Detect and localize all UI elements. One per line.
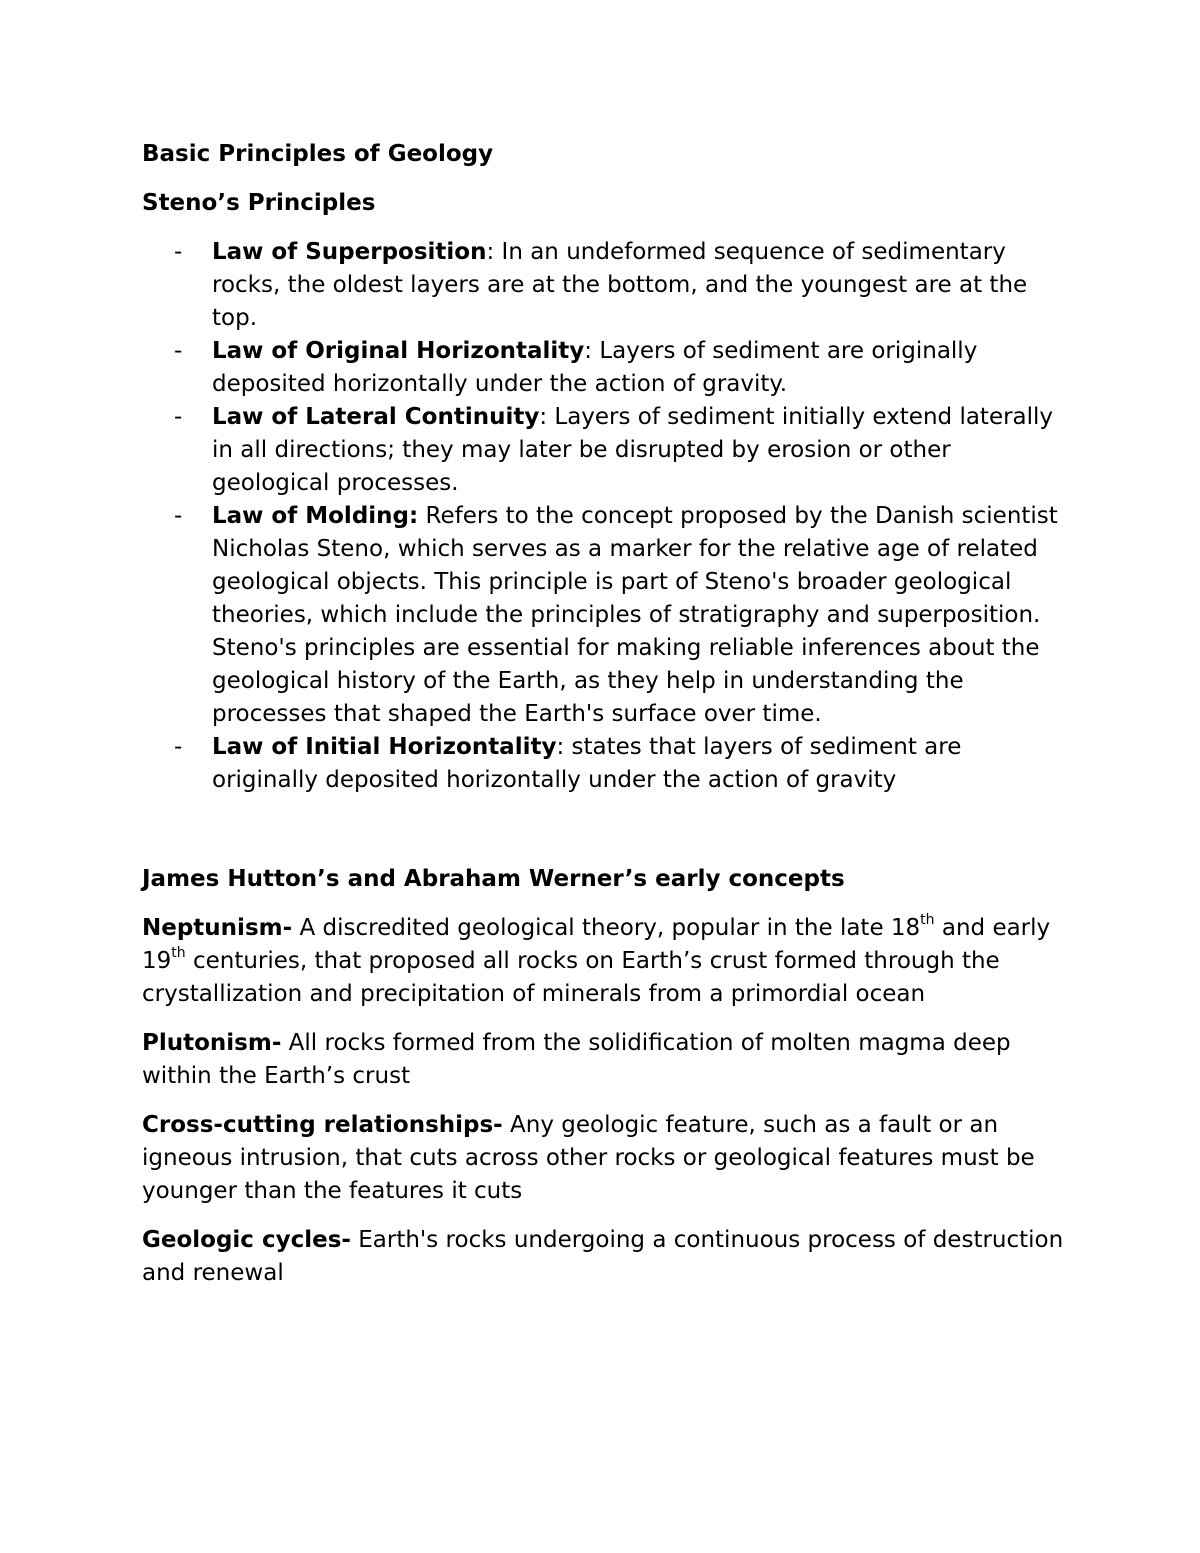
list-item-law-of-original-horizontality — [142, 335, 1072, 401]
bullet-dash: - — [174, 503, 183, 529]
bullet-dash: - — [174, 404, 183, 430]
definition-term: Neptunism- — [142, 915, 293, 941]
law-separator: : — [539, 404, 548, 430]
definition-term: Geologic cycles- — [142, 1227, 351, 1253]
definition-text: centuries, that proposed all rocks on Earth’s crust formed through the crystallization and precipitation of minerals from a primordial ocean — [142, 948, 1000, 1007]
early-concepts-heading: James Hutton’s and Abraham Werner’s early concepts — [142, 866, 845, 892]
law-description: Refers to the concept proposed by the Danish scientist Nicholas Steno, which serves as a marker for the relative age of related geological objects. This principle is part of Steno's broader geological theories, which include the principles of stratigraphy and superposition. Steno's principles are essential for making reliable inferences about the geological history of the Earth, as they help in understanding the processes that shaped the Earth's surface over time. — [212, 503, 1058, 727]
superscript-ordinal: th — [920, 912, 935, 929]
definition-text: All rocks formed from the solidification of molten magma deep within the Earth’s crust — [142, 1030, 1011, 1089]
superscript-ordinal: th — [171, 945, 186, 962]
document-body — [142, 138, 1072, 1306]
definition-text: and early 19 — [142, 915, 1051, 974]
bullet-dash: - — [174, 338, 183, 364]
steno-laws-list — [142, 236, 1072, 797]
law-description: Layers of sediment initially extend laterally in all directions; they may later be disrupted by erosion or other geological processes. — [212, 404, 1054, 496]
definition-plutonism — [142, 1027, 1072, 1093]
definition-neptunism — [142, 912, 1072, 1011]
steno-principles-heading: Steno’s Principles — [142, 190, 376, 216]
definition-geologic-cycles — [142, 1224, 1072, 1290]
law-term: Law of Original Horizontality — [212, 338, 585, 364]
definition-text: A discredited geological theory, popular in the late 18 — [292, 915, 921, 941]
list-item-law-of-superposition — [142, 236, 1072, 335]
definition-term: Plutonism- — [142, 1030, 282, 1056]
law-term: Law of Lateral Continuity — [212, 404, 540, 430]
list-item-law-of-initial-horizontality — [142, 731, 1072, 797]
law-description: Layers of sediment are originally deposited horizontally under the action of gravity. — [212, 338, 978, 397]
list-item-law-of-molding — [142, 500, 1072, 731]
document-title: Basic Principles of Geology — [142, 141, 494, 167]
law-description: In an undeformed sequence of sedimentary rocks, the oldest layers are at the bottom, and the youngest are at the top. — [212, 239, 1028, 331]
definition-term: Cross-cutting relationships- — [142, 1112, 503, 1138]
definition-text: Any geologic feature, such as a fault or an igneous intrusion, that cuts across other rocks or geological features must be younger than the features it cuts — [142, 1112, 1035, 1204]
definition-text: Earth's rocks undergoing a continuous process of destruction and renewal — [142, 1227, 1064, 1286]
early-concepts-section — [142, 863, 1072, 1290]
law-separator: : — [556, 734, 565, 760]
law-separator: : — [584, 338, 593, 364]
law-separator: : — [486, 239, 495, 265]
law-description: states that layers of sediment are originally deposited horizontally under the action of gravity — [212, 734, 962, 793]
definition-cross-cutting-relationships — [142, 1109, 1072, 1208]
bullet-dash: - — [174, 239, 183, 265]
list-item-law-of-lateral-continuity — [142, 401, 1072, 500]
law-term: Law of Initial Horizontality — [212, 734, 557, 760]
law-term: Law of Molding: — [212, 503, 419, 529]
bullet-dash: - — [174, 734, 183, 760]
law-term: Law of Superposition — [212, 239, 487, 265]
